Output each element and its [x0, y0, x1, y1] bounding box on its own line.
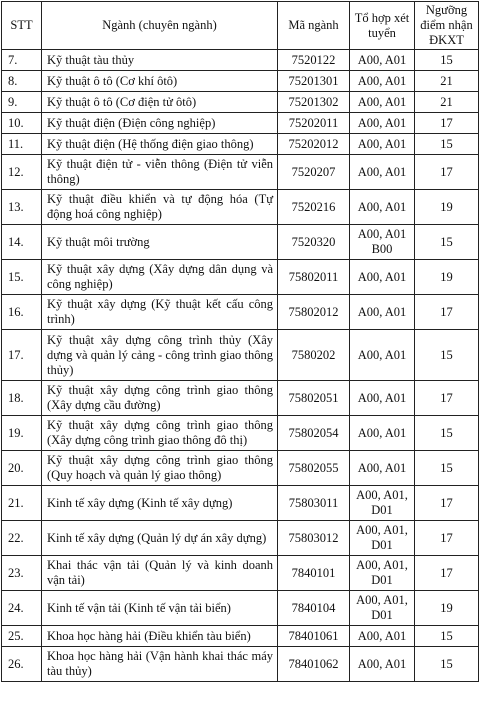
row-stt: 7. [2, 50, 42, 71]
row-score: 19 [415, 190, 479, 225]
row-major-code: 75802054 [278, 416, 350, 451]
row-subject-combo: A00, A01 [350, 155, 415, 190]
table-row [2, 190, 479, 225]
row-subject-combo: A00, A01 [350, 295, 415, 330]
header-major-name: Ngành (chuyên ngành) [42, 2, 278, 50]
table-row [2, 521, 479, 556]
row-stt: 20. [2, 451, 42, 486]
row-major-name: Kỹ thuật ô tô (Cơ khí ôtô) [42, 71, 278, 92]
row-stt: 13. [2, 190, 42, 225]
row-stt: 24. [2, 591, 42, 626]
row-major-name: Kỹ thuật xây dựng công trình giao thông (Quy hoạch và quản lý giao thông) [42, 451, 278, 486]
row-major-name: Kỹ thuật điện (Hệ thống điện giao thông) [42, 134, 278, 155]
row-major-name: Kỹ thuật môi trường [42, 225, 278, 260]
row-major-name: Kỹ thuật xây dựng (Xây dựng dân dụng và công nghiệp) [42, 260, 278, 295]
table-row [2, 626, 479, 647]
row-major-name: Kỹ thuật tàu thủy [42, 50, 278, 71]
row-major-code: 75803012 [278, 521, 350, 556]
row-stt: 16. [2, 295, 42, 330]
row-subject-combo: A00, A01 [350, 330, 415, 381]
row-score: 17 [415, 155, 479, 190]
row-score: 17 [415, 113, 479, 134]
row-major-code: 75202011 [278, 113, 350, 134]
row-score: 17 [415, 521, 479, 556]
row-stt: 26. [2, 647, 42, 682]
table-row [2, 295, 479, 330]
row-subject-combo: A00, A01 [350, 626, 415, 647]
row-subject-combo: A00, A01 [350, 134, 415, 155]
row-subject-combo: A00, A01, D01 [350, 521, 415, 556]
row-major-name: Kỹ thuật điện tử - viễn thông (Điện tử viễn thông) [42, 155, 278, 190]
row-score: 19 [415, 591, 479, 626]
row-score: 17 [415, 556, 479, 591]
row-major-code: 75802055 [278, 451, 350, 486]
row-major-name: Kỹ thuật điện (Điện công nghiệp) [42, 113, 278, 134]
header-major-code: Mã ngành [278, 2, 350, 50]
row-stt: 21. [2, 486, 42, 521]
row-major-code: 75802012 [278, 295, 350, 330]
header-subject-combo: Tổ hợp xét tuyển [350, 2, 415, 50]
row-subject-combo: A00, A01 [350, 92, 415, 113]
row-score: 15 [415, 451, 479, 486]
table-header-row [2, 2, 479, 50]
table-row [2, 155, 479, 190]
row-score: 15 [415, 225, 479, 260]
row-major-code: 7520320 [278, 225, 350, 260]
table-row [2, 260, 479, 295]
row-major-name: Kỹ thuật ô tô (Cơ điện tử ôtô) [42, 92, 278, 113]
row-major-name: Kỹ thuật xây dựng công trình giao thông (Xây dựng cầu đường) [42, 381, 278, 416]
header-stt: STT [2, 2, 42, 50]
row-subject-combo: A00, A01 [350, 416, 415, 451]
table-row [2, 416, 479, 451]
row-score: 15 [415, 626, 479, 647]
row-score: 17 [415, 486, 479, 521]
table-row [2, 113, 479, 134]
table-row [2, 451, 479, 486]
row-stt: 8. [2, 71, 42, 92]
row-major-name: Khoa học hàng hải (Điều khiển tàu biển) [42, 626, 278, 647]
row-major-code: 78401061 [278, 626, 350, 647]
row-score: 15 [415, 134, 479, 155]
table-row [2, 71, 479, 92]
header-score-threshold: Ngưỡng điểm nhận ĐKXT [415, 2, 479, 50]
row-score: 15 [415, 330, 479, 381]
row-major-name: Kinh tế xây dựng (Kinh tế xây dựng) [42, 486, 278, 521]
row-subject-combo: A00, A01, D01 [350, 591, 415, 626]
row-stt: 9. [2, 92, 42, 113]
admission-threshold-table [1, 1, 479, 682]
row-score: 19 [415, 260, 479, 295]
row-major-code: 75802051 [278, 381, 350, 416]
row-score: 15 [415, 416, 479, 451]
row-stt: 11. [2, 134, 42, 155]
table-row [2, 647, 479, 682]
table-row [2, 225, 479, 260]
row-major-name: Kinh tế vận tải (Kinh tế vận tải biển) [42, 591, 278, 626]
row-major-name: Khoa học hàng hải (Vận hành khai thác máy tàu thủy) [42, 647, 278, 682]
row-major-code: 7520207 [278, 155, 350, 190]
row-subject-combo: A00, A01 [350, 381, 415, 416]
row-major-name: Kỹ thuật điều khiển và tự động hóa (Tự động hoá công nghiệp) [42, 190, 278, 225]
row-major-code: 78401062 [278, 647, 350, 682]
row-stt: 14. [2, 225, 42, 260]
row-subject-combo: A00, A01 [350, 451, 415, 486]
row-stt: 25. [2, 626, 42, 647]
row-subject-combo: A00, A01 B00 [350, 225, 415, 260]
row-major-code: 75202012 [278, 134, 350, 155]
row-major-name: Kinh tế xây dựng (Quản lý dự án xây dựng) [42, 521, 278, 556]
row-major-name: Kỹ thuật xây dựng công trình thủy (Xây dựng và quản lý cảng - công trình giao thông thủy) [42, 330, 278, 381]
table-row [2, 134, 479, 155]
table-row [2, 330, 479, 381]
row-major-code: 7520122 [278, 50, 350, 71]
row-stt: 12. [2, 155, 42, 190]
row-subject-combo: A00, A01 [350, 50, 415, 71]
row-stt: 22. [2, 521, 42, 556]
row-major-name: Kỹ thuật xây dựng (Kỹ thuật kết cấu công trình) [42, 295, 278, 330]
row-major-code: 75201301 [278, 71, 350, 92]
table-row [2, 486, 479, 521]
row-score: 15 [415, 647, 479, 682]
row-score: 21 [415, 92, 479, 113]
row-score: 17 [415, 295, 479, 330]
row-stt: 15. [2, 260, 42, 295]
table-row [2, 50, 479, 71]
row-subject-combo: A00, A01 [350, 113, 415, 134]
row-stt: 18. [2, 381, 42, 416]
row-major-code: 75201302 [278, 92, 350, 113]
row-subject-combo: A00, A01 [350, 647, 415, 682]
table-row [2, 556, 479, 591]
row-subject-combo: A00, A01, D01 [350, 486, 415, 521]
table-row [2, 381, 479, 416]
row-subject-combo: A00, A01 [350, 190, 415, 225]
row-major-code: 7840101 [278, 556, 350, 591]
row-subject-combo: A00, A01 [350, 71, 415, 92]
row-major-code: 75802011 [278, 260, 350, 295]
row-subject-combo: A00, A01, D01 [350, 556, 415, 591]
row-stt: 23. [2, 556, 42, 591]
row-major-code: 7520216 [278, 190, 350, 225]
row-subject-combo: A00, A01 [350, 260, 415, 295]
table-row [2, 92, 479, 113]
row-major-code: 75803011 [278, 486, 350, 521]
row-stt: 19. [2, 416, 42, 451]
row-major-code: 7580202 [278, 330, 350, 381]
row-stt: 17. [2, 330, 42, 381]
row-stt: 10. [2, 113, 42, 134]
row-major-code: 7840104 [278, 591, 350, 626]
table-row [2, 591, 479, 626]
row-score: 15 [415, 50, 479, 71]
row-major-name: Kỹ thuật xây dựng công trình giao thông (Xây dựng công trình giao thông đô thị) [42, 416, 278, 451]
row-major-name: Khai thác vận tải (Quản lý và kinh doanh vận tải) [42, 556, 278, 591]
row-score: 17 [415, 381, 479, 416]
row-score: 21 [415, 71, 479, 92]
